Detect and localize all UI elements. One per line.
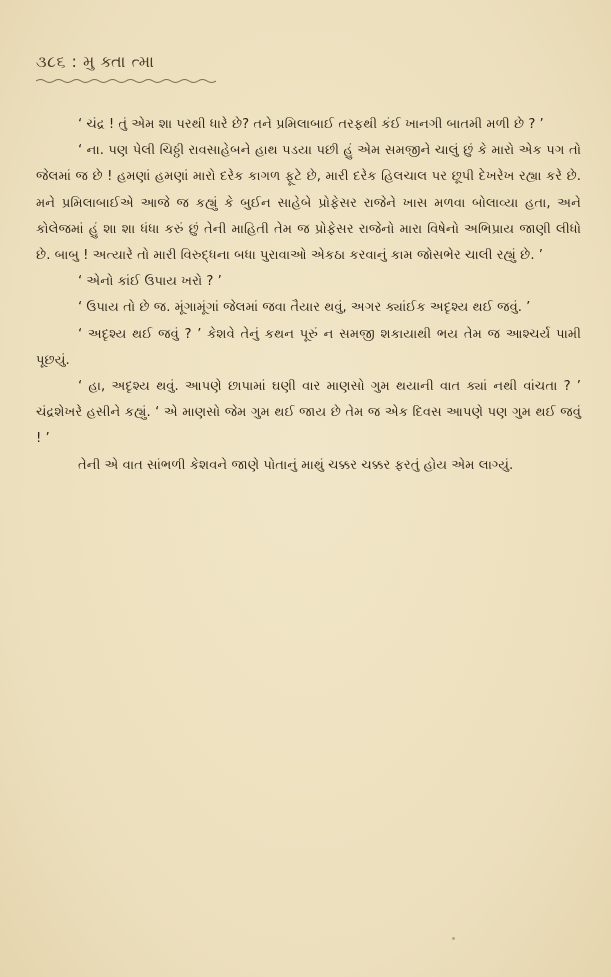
paragraph: તેની એ વાત સાંભળી કેશવને જાણે પોતાનું માથું ચક્કર ચક્કર ફરતું હોય એમ લાગ્યું.: [78, 457, 514, 473]
body-text: [36, 112, 581, 479]
paper-speck: [452, 937, 455, 940]
page-header: ૩૮૬ : મુ ક્તા ત્મા: [36, 52, 155, 71]
paragraph: ‘ ઉપાય તો છે જ. મૂંગામૂંગાં જેલમાં જવા તૈયાર થવું, અગર ક્યાંઈક અદૃશ્ય થઈ જવું. ’: [78, 300, 531, 316]
paragraph: ‘ ચંદ્ર ! તું એમ શા પરથી ધારે છે? તને પ્રમિલાબાઈ તરફથી કંઈ ખાનગી બાતમી મળી છે ? ’: [78, 117, 544, 132]
paragraph: ‘ હા, અદૃશ્ય થવું. આપણે છાપામાં ઘણી વાર માણસો ગુમ થયાની વાત ક્યાં નથી વાંચતા ? ’ ચંદ્રશેખરે હસીને કહ્યું. ‘ એ માણસો જેમ ગુમ થઈ જાય છે તેમ જ એક દિવસ આપણે પણ ગુમ થઈ જવું ! ’: [36, 379, 581, 447]
paragraph: ‘ ના. પણ પેલી ચિઠ્ઠી રાવસાહેબને હાથ પડયા પછી હું એમ સમજીને ચાલું છું કે મારો એક પગ તો જેલમાં જ છે ! હમણાં હમણાં મારો દરેક કાગળ ફૂટે છે, મારી દરેક હિલચાલ પર છૂપી દેખરેખ રહ્યા કરે છે. મને પ્રમિલાબાઈએ આજે જ કહ્યું કે બુઈન સાહેબે પ્રોફેસર રાજેને ખાસ મળવા બોલાવ્યા હતા, અને કોલેજમાં હું શા શા ધંધા કરું છું તેની માહિતી તેમ જ પ્રોફેસર રાજેનો મારા વિષેનો અભિપ્રાય જાણી લીધો છે. બાબુ ! અત્યારે તો મારી વિરુદ્ધના બધા પુરાવાઓ એકઠા કરવાનું કામ જોસભેર ચાલી રહ્યું છે. ’: [36, 143, 581, 264]
header-wavy-underline: [36, 78, 216, 84]
paragraph: ‘ એનો કાંઈ ઉપાય ખરો ? ’: [78, 274, 222, 290]
paragraph: ‘ અદૃશ્ય થઈ જવું ? ’ કેશવે તેનું કથન પૂરું ન સમજી શકાયાથી ભય તેમ જ આશ્ચર્ય પામી પૂછયું.: [36, 326, 581, 368]
